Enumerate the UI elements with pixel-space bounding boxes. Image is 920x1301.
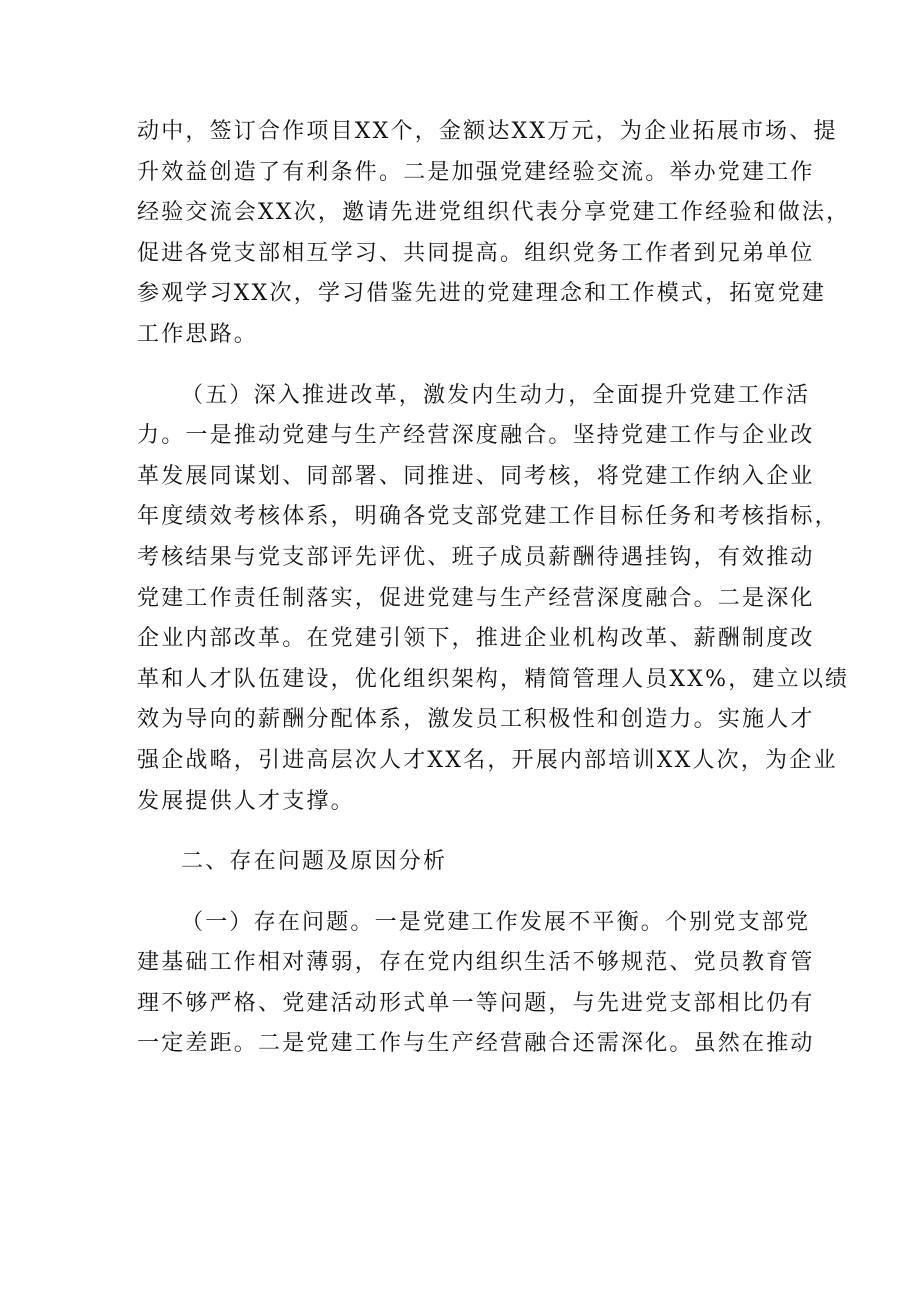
text-line: 一定差距。二是党建工作与生产经营融合还需深化。虽然在推动 bbox=[137, 1031, 815, 1057]
paragraph-gap bbox=[137, 356, 797, 376]
text-line: 理不够严格、党建活动形式单一等问题，与先进党支部相比仍有 bbox=[137, 990, 815, 1016]
paragraph-existing-problems bbox=[137, 903, 815, 1065]
text-line: 经验交流会XX次，邀请先进党组织代表分享党建工作经验和做法， bbox=[137, 200, 851, 226]
text-line: 考核结果与党支部评先评优、班子成员薪酬待遇挂钩，有效推动 bbox=[137, 544, 815, 570]
text-line: 发展提供人才支撑。 bbox=[137, 788, 355, 814]
text-line: 革和人才队伍建设，优化组织架构，精简管理人员XX%，建立以绩 bbox=[137, 666, 850, 692]
text-line: 年度绩效考核体系，明确各党支部党建工作目标任务和考核指标， bbox=[137, 504, 839, 530]
heading-line: 二、存在问题及原因分析 bbox=[181, 849, 448, 875]
paragraph-gap bbox=[137, 883, 797, 903]
text-line: 效为导向的薪酬分配体系，激发员工积极性和创造力。实施人才 bbox=[137, 707, 815, 733]
text-line: 促进各党支部相互学习、共同提高。组织党务工作者到兄弟单位 bbox=[137, 240, 815, 266]
text-line: 参观学习XX次，学习借鉴先进的党建理念和工作模式，拓宽党建 bbox=[137, 281, 827, 307]
text-line: 动中，签订合作项目XX个，金额达XX万元，为企业拓展市场、提 bbox=[137, 119, 838, 144]
section-heading bbox=[137, 842, 797, 883]
paragraph-gap bbox=[137, 822, 797, 842]
text-line: 革发展同谋划、同部署、同推进、同考核，将党建工作纳入企业 bbox=[137, 463, 815, 489]
text-line: 建基础工作相对薄弱，存在党内组织生活不够规范、党员教育管 bbox=[137, 950, 815, 976]
text-line: 强企战略，引进高层次人才XX名，开展内部培训XX人次，为企业 bbox=[137, 747, 838, 773]
document-body bbox=[137, 112, 851, 1065]
text-line: 党建工作责任制落实，促进党建与生产经营深度融合。二是深化 bbox=[137, 585, 815, 611]
text-line: （五）深入推进改革，激发内生动力，全面提升党建工作活 bbox=[181, 382, 811, 408]
text-line: （一）存在问题。一是党建工作发展不平衡。个别党支部党 bbox=[181, 909, 811, 935]
text-line: 升效益创造了有利条件。二是加强党建经验交流。举办党建工作 bbox=[137, 159, 815, 185]
paragraph-exchange-activities bbox=[137, 112, 851, 356]
text-line: 力。一是推动党建与生产经营深度融合。坚持党建工作与企业改 bbox=[137, 423, 815, 449]
paragraph-deepen-reform bbox=[137, 376, 850, 823]
text-line: 企业内部改革。在党建引领下，推进企业机构改革、薪酬制度改 bbox=[137, 626, 815, 652]
text-line: 工作思路。 bbox=[137, 321, 259, 347]
